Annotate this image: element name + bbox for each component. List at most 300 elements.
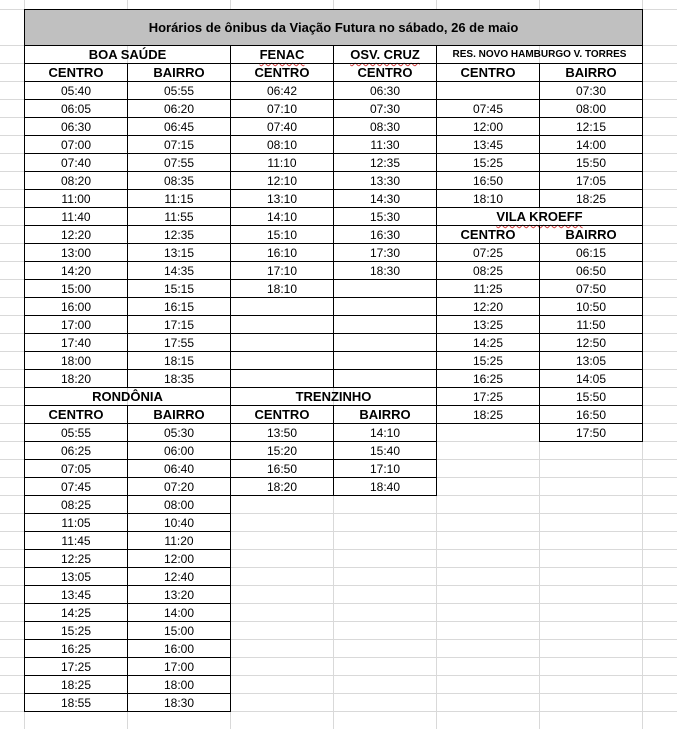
rondonia-bairro-cell[interactable] (127, 441, 231, 460)
trenzinho-bairro-cell[interactable] (333, 459, 437, 478)
fenac-centro-cell[interactable] (230, 261, 334, 280)
rondonia-centro-cell-text: 08:25 (60, 497, 92, 512)
osv-cruz-centro-cell[interactable] (333, 333, 437, 352)
rondonia-centro-cell[interactable] (24, 495, 128, 514)
rondonia-bairro-cell[interactable] (127, 531, 231, 550)
res-novo-hamburgo-bairro-cell-text: 12:15 (575, 119, 607, 134)
fenac-centro-cell-text: 17:10 (266, 263, 298, 278)
vila-kroeff-bairro-cell-text: 07:50 (575, 281, 607, 296)
boa-saude-centro-cell-text: 07:00 (60, 137, 92, 152)
boa-saude-bairro-cell[interactable] (127, 99, 231, 118)
rondonia-centro-cell[interactable] (24, 441, 128, 460)
osv-cruz-centro-cell[interactable] (333, 225, 437, 244)
vila-kroeff-bairro-cell-text: 15:50 (575, 389, 607, 404)
osv-cruz-centro-cell[interactable] (333, 135, 437, 154)
route-vila-kroeff-title-text: VILA KROEFF (496, 209, 583, 224)
rondonia-bairro-cell-text: 18:30 (163, 695, 195, 710)
osv-cruz-centro-cell[interactable] (333, 369, 437, 388)
boa-saude-bairro-cell-text: 15:15 (163, 281, 195, 296)
fenac-centro-cell-text: 18:10 (266, 281, 298, 296)
boa-saude-centro-cell[interactable] (24, 261, 128, 280)
boa-saude-centro-cell-text: 14:20 (60, 263, 92, 278)
trenzinho-bairro-cell-text: 14:10 (369, 425, 401, 440)
vila-kroeff-centro-header[interactable] (436, 225, 540, 244)
vila-kroeff-centro-cell-text: 16:25 (472, 371, 504, 386)
rondonia-centro-cell[interactable] (24, 423, 128, 442)
osv-cruz-centro-cell-text: 12:35 (369, 155, 401, 170)
trenzinho-centro-cell[interactable] (230, 441, 334, 460)
rondonia-bairro-cell[interactable] (127, 621, 231, 640)
fenac-centro-header-text: CENTRO (254, 65, 310, 80)
trenzinho-bairro-cell[interactable] (333, 441, 437, 460)
rondonia-bairro-cell-text: 12:40 (163, 569, 195, 584)
rondonia-centro-cell[interactable] (24, 585, 128, 604)
rondonia-centro-cell[interactable] (24, 567, 128, 586)
rondonia-bairro-cell[interactable] (127, 567, 231, 586)
vila-kroeff-bairro-cell-text: 06:15 (575, 245, 607, 260)
boa-saude-centro-cell-text: 06:30 (60, 119, 92, 134)
osv-cruz-centro-cell[interactable] (333, 261, 437, 280)
osv-cruz-centro-cell-text: 16:30 (369, 227, 401, 242)
res-novo-hamburgo-centro-cell-text: 13:45 (472, 137, 504, 152)
rondonia-centro-cell-text: 06:25 (60, 443, 92, 458)
boa-saude-bairro-cell[interactable] (127, 225, 231, 244)
rondonia-bairro-cell[interactable] (127, 657, 231, 676)
rondonia-centro-cell[interactable] (24, 657, 128, 676)
res-novo-hamburgo-bairro-cell[interactable] (539, 117, 643, 136)
route-rondonia-title-text: RONDÔNIA (92, 389, 163, 404)
vila-kroeff-bairro-cell-text: 06:50 (575, 263, 607, 278)
boa-saude-bairro-cell-text: 17:15 (163, 317, 195, 332)
boa-saude-bairro-cell[interactable] (127, 315, 231, 334)
boa-saude-centro-cell[interactable] (24, 135, 128, 154)
trenzinho-bairro-cell-text: 18:40 (369, 479, 401, 494)
vila-kroeff-bairro-cell-text: 14:05 (575, 371, 607, 386)
res-novo-hamburgo-bairro-cell-text: 07:30 (575, 83, 607, 98)
res-novo-hamburgo-bairro-header-text: BAIRRO (565, 65, 617, 80)
rondonia-centro-cell-text: 16:25 (60, 641, 92, 656)
boa-saude-bairro-cell[interactable] (127, 153, 231, 172)
vila-kroeff-bairro-cell[interactable] (539, 369, 643, 388)
res-novo-hamburgo-centro-cell[interactable] (436, 135, 540, 154)
res-novo-hamburgo-bairro-cell-text: 17:05 (575, 173, 607, 188)
rondonia-bairro-cell[interactable] (127, 549, 231, 568)
vila-kroeff-bairro-cell-text: 11:50 (576, 317, 606, 332)
boa-saude-bairro-cell[interactable] (127, 369, 231, 388)
vila-kroeff-bairro-cell[interactable] (539, 333, 643, 352)
boa-saude-centro-cell-text: 11:00 (61, 191, 91, 206)
boa-saude-bairro-cell-text: 06:20 (163, 101, 195, 116)
res-novo-hamburgo-centro-cell[interactable] (436, 117, 540, 136)
fenac-centro-cell[interactable] (230, 171, 334, 190)
rondonia-centro-cell-text: 05:55 (60, 425, 92, 440)
fenac-centro-cell[interactable] (230, 117, 334, 136)
boa-saude-centro-cell[interactable] (24, 153, 128, 172)
route-osv-cruz-title[interactable] (333, 45, 437, 64)
boa-saude-centro-cell[interactable] (24, 333, 128, 352)
boa-saude-bairro-cell[interactable] (127, 117, 231, 136)
osv-cruz-centro-cell-text: 08:30 (369, 119, 401, 134)
boa-saude-bairro-cell-text: 11:15 (164, 191, 194, 206)
vila-kroeff-bairro-cell[interactable] (539, 315, 643, 334)
rondonia-centro-cell-text: 18:55 (60, 695, 92, 710)
fenac-centro-cell[interactable] (230, 81, 334, 100)
boa-saude-centro-cell[interactable] (24, 369, 128, 388)
boa-saude-bairro-cell-text: 11:55 (164, 209, 194, 224)
rondonia-bairro-cell-text: 07:20 (163, 479, 195, 494)
vila-kroeff-centro-cell-text: 15:25 (472, 353, 504, 368)
boa-saude-centro-cell[interactable] (24, 279, 128, 298)
rondonia-bairro-header-text: BAIRRO (153, 407, 205, 422)
rondonia-centro-header[interactable] (24, 405, 128, 424)
trenzinho-centro-cell-text: 16:50 (266, 461, 298, 476)
trenzinho-centro-cell[interactable] (230, 477, 334, 496)
boa-saude-bairro-cell-text: 12:35 (163, 227, 195, 242)
boa-saude-bairro-header-text: BAIRRO (153, 65, 205, 80)
boa-saude-centro-cell[interactable] (24, 117, 128, 136)
boa-saude-centro-cell[interactable] (24, 297, 128, 316)
vila-kroeff-centro-cell[interactable] (436, 315, 540, 334)
boa-saude-bairro-cell[interactable] (127, 261, 231, 280)
vila-kroeff-centro-header-text: CENTRO (460, 227, 516, 242)
fenac-centro-cell[interactable] (230, 153, 334, 172)
fenac-centro-cell-text: 07:40 (266, 119, 298, 134)
boa-saude-centro-cell[interactable] (24, 225, 128, 244)
trenzinho-centro-cell-text: 15:20 (266, 443, 298, 458)
boa-saude-bairro-header[interactable] (127, 63, 231, 82)
res-novo-hamburgo-centro-cell[interactable] (436, 153, 540, 172)
res-novo-hamburgo-bairro-cell-text: 15:50 (575, 155, 607, 170)
osv-cruz-centro-cell[interactable] (333, 243, 437, 262)
rondonia-bairro-cell-text: 06:40 (163, 461, 195, 476)
rondonia-centro-cell[interactable] (24, 477, 128, 496)
fenac-centro-cell[interactable] (230, 207, 334, 226)
rondonia-bairro-cell-text: 05:30 (163, 425, 195, 440)
vila-kroeff-centro-cell-text: 07:25 (472, 245, 504, 260)
osv-cruz-centro-cell[interactable] (333, 279, 437, 298)
boa-saude-bairro-cell[interactable] (127, 189, 231, 208)
fenac-centro-cell[interactable] (230, 99, 334, 118)
fenac-centro-cell-text: 06:42 (266, 83, 298, 98)
rondonia-centro-cell[interactable] (24, 675, 128, 694)
vila-kroeff-centro-cell-text: 11:25 (473, 281, 503, 296)
boa-saude-bairro-cell-text: 18:15 (163, 353, 195, 368)
vila-kroeff-bairro-cell[interactable] (539, 243, 643, 262)
boa-saude-bairro-cell-text: 18:35 (163, 371, 195, 386)
fenac-centro-cell[interactable] (230, 297, 334, 316)
boa-saude-centro-cell-text: 17:40 (60, 335, 92, 350)
fenac-centro-cell[interactable] (230, 189, 334, 208)
rondonia-centro-cell[interactable] (24, 513, 128, 532)
vila-kroeff-centro-cell[interactable] (436, 261, 540, 280)
osv-cruz-centro-header[interactable] (333, 63, 437, 82)
rondonia-centro-cell[interactable] (24, 603, 128, 622)
osv-cruz-centro-header-text: CENTRO (357, 65, 413, 80)
fenac-centro-cell[interactable] (230, 333, 334, 352)
rondonia-centro-cell-text: 07:05 (60, 461, 92, 476)
boa-saude-centro-cell[interactable] (24, 189, 128, 208)
rondonia-bairro-cell[interactable] (127, 603, 231, 622)
boa-saude-bairro-cell-text: 05:55 (163, 83, 195, 98)
rondonia-bairro-cell-text: 16:00 (163, 641, 195, 656)
rondonia-bairro-cell[interactable] (127, 693, 231, 712)
trenzinho-centro-header-text: CENTRO (254, 407, 310, 422)
vila-kroeff-centro-cell[interactable] (436, 297, 540, 316)
res-novo-hamburgo-centro-cell[interactable] (436, 171, 540, 190)
vila-kroeff-centro-cell[interactable] (436, 405, 540, 424)
rondonia-centro-cell-text: 12:25 (60, 551, 92, 566)
vila-kroeff-bairro-cell[interactable] (539, 423, 643, 442)
vila-kroeff-bairro-header[interactable] (539, 225, 643, 244)
sheet-title[interactable] (24, 9, 643, 46)
rondonia-centro-cell-text: 15:25 (60, 623, 92, 638)
boa-saude-bairro-cell[interactable] (127, 207, 231, 226)
res-novo-hamburgo-centro-cell[interactable] (436, 189, 540, 208)
boa-saude-centro-cell[interactable] (24, 171, 128, 190)
boa-saude-centro-cell[interactable] (24, 351, 128, 370)
vila-kroeff-centro-cell[interactable] (436, 351, 540, 370)
rondonia-centro-cell-text: 13:05 (60, 569, 92, 584)
trenzinho-centro-header[interactable] (230, 405, 334, 424)
fenac-centro-cell-text: 07:10 (266, 101, 298, 116)
boa-saude-bairro-cell[interactable] (127, 135, 231, 154)
rondonia-centro-cell[interactable] (24, 549, 128, 568)
boa-saude-centro-cell[interactable] (24, 315, 128, 334)
boa-saude-centro-cell[interactable] (24, 243, 128, 262)
boa-saude-centro-cell-text: 12:20 (60, 227, 92, 242)
boa-saude-centro-header[interactable] (24, 63, 128, 82)
rondonia-bairro-cell[interactable] (127, 639, 231, 658)
rondonia-centro-cell-text: 14:25 (60, 605, 92, 620)
res-novo-hamburgo-centro-header[interactable] (436, 63, 540, 82)
osv-cruz-centro-cell-text: 18:30 (369, 263, 401, 278)
rondonia-centro-cell-text: 18:25 (60, 677, 92, 692)
rondonia-bairro-cell-text: 15:00 (163, 623, 195, 638)
boa-saude-bairro-cell-text: 17:55 (163, 335, 195, 350)
boa-saude-bairro-cell-text: 06:45 (163, 119, 195, 134)
boa-saude-bairro-cell-text: 16:15 (163, 299, 195, 314)
vila-kroeff-bairro-header-text: BAIRRO (565, 227, 617, 242)
trenzinho-bairro-header[interactable] (333, 405, 437, 424)
res-novo-hamburgo-bairro-cell[interactable] (539, 135, 643, 154)
res-novo-hamburgo-bairro-header[interactable] (539, 63, 643, 82)
osv-cruz-centro-cell[interactable] (333, 99, 437, 118)
rondonia-bairro-header[interactable] (127, 405, 231, 424)
res-novo-hamburgo-bairro-cell-text: 18:25 (575, 191, 607, 206)
osv-cruz-centro-cell-text: 06:30 (369, 83, 401, 98)
osv-cruz-centro-cell[interactable] (333, 189, 437, 208)
vila-kroeff-bairro-cell-text: 16:50 (575, 407, 607, 422)
vila-kroeff-bairro-cell[interactable] (539, 351, 643, 370)
vila-kroeff-bairro-cell-text: 10:50 (575, 299, 607, 314)
res-novo-hamburgo-centro-cell-text: 12:00 (472, 119, 504, 134)
trenzinho-bairro-cell[interactable] (333, 423, 437, 442)
rondonia-centro-cell[interactable] (24, 693, 128, 712)
rondonia-bairro-cell[interactable] (127, 495, 231, 514)
vila-kroeff-centro-cell[interactable] (436, 279, 540, 298)
osv-cruz-centro-cell[interactable] (333, 171, 437, 190)
boa-saude-bairro-cell[interactable] (127, 171, 231, 190)
osv-cruz-centro-cell-text: 13:30 (369, 173, 401, 188)
vila-kroeff-centro-cell[interactable] (436, 333, 540, 352)
res-novo-hamburgo-bairro-cell[interactable] (539, 81, 643, 100)
rondonia-centro-cell[interactable] (24, 459, 128, 478)
boa-saude-centro-cell-text: 05:40 (60, 83, 92, 98)
vila-kroeff-bairro-cell[interactable] (539, 405, 643, 424)
boa-saude-bairro-cell[interactable] (127, 351, 231, 370)
fenac-centro-cell-text: 08:10 (266, 137, 298, 152)
rondonia-centro-cell-text: 11:05 (61, 515, 91, 530)
rondonia-centro-cell[interactable] (24, 639, 128, 658)
route-osv-cruz-title-text: OSV. CRUZ (350, 47, 420, 62)
boa-saude-centro-header-text: CENTRO (48, 65, 104, 80)
boa-saude-bairro-cell-text: 07:15 (163, 137, 195, 152)
vila-kroeff-bairro-cell[interactable] (539, 279, 643, 298)
osv-cruz-centro-cell-text: 17:30 (369, 245, 401, 260)
osv-cruz-centro-cell[interactable] (333, 207, 437, 226)
sheet-title-text: Horários de ônibus da Viação Futura no sábado, 26 de maio (148, 20, 519, 35)
vila-kroeff-bairro-cell[interactable] (539, 261, 643, 280)
trenzinho-bairro-cell-text: 15:40 (369, 443, 401, 458)
fenac-centro-header[interactable] (230, 63, 334, 82)
boa-saude-centro-cell-text: 15:00 (60, 281, 92, 296)
vila-kroeff-bairro-cell[interactable] (539, 297, 643, 316)
res-novo-hamburgo-centro-cell-text: 15:25 (472, 155, 504, 170)
osv-cruz-centro-cell[interactable] (333, 81, 437, 100)
rondonia-bairro-cell-text: 11:20 (164, 533, 194, 548)
fenac-centro-cell[interactable] (230, 243, 334, 262)
rondonia-centro-cell[interactable] (24, 531, 128, 550)
rondonia-centro-header-text: CENTRO (48, 407, 104, 422)
res-novo-hamburgo-bairro-cell[interactable] (539, 189, 643, 208)
res-novo-hamburgo-bairro-cell-text: 14:00 (575, 137, 607, 152)
rondonia-bairro-cell-text: 06:00 (163, 443, 195, 458)
boa-saude-centro-cell-text: 08:20 (60, 173, 92, 188)
rondonia-bairro-cell[interactable] (127, 477, 231, 496)
boa-saude-centro-cell[interactable] (24, 99, 128, 118)
vila-kroeff-centro-cell-text: 13:25 (472, 317, 504, 332)
route-trenzinho-title[interactable] (230, 387, 437, 406)
res-novo-hamburgo-centro-cell[interactable] (436, 81, 540, 100)
res-novo-hamburgo-centro-cell-text: 07:45 (472, 101, 504, 116)
boa-saude-bairro-cell[interactable] (127, 243, 231, 262)
rondonia-bairro-cell[interactable] (127, 423, 231, 442)
boa-saude-centro-cell-text: 18:00 (60, 353, 92, 368)
rondonia-centro-cell-text: 17:25 (60, 659, 92, 674)
boa-saude-centro-cell-text: 07:40 (60, 155, 92, 170)
res-novo-hamburgo-centro-cell-text: 16:50 (472, 173, 504, 188)
res-novo-hamburgo-bairro-cell[interactable] (539, 171, 643, 190)
res-novo-hamburgo-bairro-cell[interactable] (539, 99, 643, 118)
boa-saude-bairro-cell[interactable] (127, 297, 231, 316)
rondonia-bairro-cell-text: 12:00 (163, 551, 195, 566)
rondonia-bairro-cell[interactable] (127, 459, 231, 478)
fenac-centro-cell[interactable] (230, 351, 334, 370)
vila-kroeff-bairro-cell-text: 17:50 (575, 425, 607, 440)
vila-kroeff-centro-cell-text: 12:20 (472, 299, 504, 314)
rondonia-bairro-cell[interactable] (127, 675, 231, 694)
trenzinho-bairro-cell[interactable] (333, 477, 437, 496)
boa-saude-bairro-cell-text: 07:55 (163, 155, 195, 170)
fenac-centro-cell-text: 11:10 (267, 155, 297, 170)
route-res-novo-hamburgo-title[interactable] (436, 45, 643, 64)
rondonia-centro-cell[interactable] (24, 621, 128, 640)
route-rondonia-title[interactable] (24, 387, 231, 406)
route-res-novo-hamburgo-title-text: RES. NOVO HAMBURGO V. TORRES (452, 49, 627, 60)
res-novo-hamburgo-centro-header-text: CENTRO (460, 65, 516, 80)
fenac-centro-cell-text: 14:10 (266, 209, 298, 224)
vila-kroeff-centro-cell-text: 08:25 (472, 263, 504, 278)
vila-kroeff-centro-cell[interactable] (436, 387, 540, 406)
boa-saude-bairro-cell-text: 13:15 (163, 245, 195, 260)
boa-saude-centro-cell-text: 13:00 (60, 245, 92, 260)
fenac-centro-cell[interactable] (230, 225, 334, 244)
fenac-centro-cell-text: 12:10 (266, 173, 298, 188)
boa-saude-bairro-cell[interactable] (127, 333, 231, 352)
rondonia-bairro-cell[interactable] (127, 513, 231, 532)
rondonia-centro-cell-text: 13:45 (60, 587, 92, 602)
boa-saude-centro-cell-text: 18:20 (60, 371, 92, 386)
osv-cruz-centro-cell[interactable] (333, 117, 437, 136)
rondonia-bairro-cell-text: 18:00 (163, 677, 195, 692)
res-novo-hamburgo-centro-cell[interactable] (436, 99, 540, 118)
route-trenzinho-title-text: TRENZINHO (295, 389, 372, 404)
boa-saude-centro-cell-text: 06:05 (60, 101, 92, 116)
vila-kroeff-bairro-cell[interactable] (539, 387, 643, 406)
rondonia-centro-cell-text: 11:45 (61, 533, 91, 548)
osv-cruz-centro-cell-text: 07:30 (369, 101, 401, 116)
boa-saude-bairro-cell[interactable] (127, 279, 231, 298)
boa-saude-bairro-cell-text: 14:35 (163, 263, 195, 278)
boa-saude-centro-cell-text: 17:00 (60, 317, 92, 332)
vila-kroeff-centro-cell-text: 14:25 (472, 335, 504, 350)
res-novo-hamburgo-bairro-cell-text: 08:00 (575, 101, 607, 116)
vila-kroeff-centro-cell[interactable] (436, 369, 540, 388)
trenzinho-centro-cell[interactable] (230, 423, 334, 442)
fenac-centro-cell[interactable] (230, 369, 334, 388)
osv-cruz-centro-cell[interactable] (333, 315, 437, 334)
fenac-centro-cell[interactable] (230, 135, 334, 154)
trenzinho-bairro-cell-text: 17:10 (369, 461, 401, 476)
osv-cruz-centro-cell[interactable] (333, 153, 437, 172)
res-novo-hamburgo-bairro-cell[interactable] (539, 153, 643, 172)
route-boa-saude-title[interactable] (24, 45, 231, 64)
boa-saude-bairro-cell[interactable] (127, 81, 231, 100)
rondonia-bairro-cell-text: 14:00 (163, 605, 195, 620)
osv-cruz-centro-cell[interactable] (333, 297, 437, 316)
route-boa-saude-title-text: BOA SAÚDE (88, 47, 167, 62)
rondonia-bairro-cell-text: 10:40 (163, 515, 195, 530)
route-fenac-title[interactable] (230, 45, 334, 64)
trenzinho-centro-cell-text: 18:20 (266, 479, 298, 494)
vila-kroeff-bairro-cell-text: 13:05 (575, 353, 607, 368)
boa-saude-centro-cell-text: 16:00 (60, 299, 92, 314)
vila-kroeff-centro-cell[interactable] (436, 243, 540, 262)
rondonia-bairro-cell-text: 17:00 (163, 659, 195, 674)
rondonia-bairro-cell-text: 13:20 (163, 587, 195, 602)
route-vila-kroeff-title[interactable] (436, 207, 643, 226)
boa-saude-centro-cell-text: 11:40 (61, 209, 91, 224)
rondonia-bairro-cell[interactable] (127, 585, 231, 604)
trenzinho-centro-cell[interactable] (230, 459, 334, 478)
boa-saude-centro-cell[interactable] (24, 207, 128, 226)
osv-cruz-centro-cell[interactable] (333, 351, 437, 370)
route-fenac-title-text: FENAC (259, 47, 305, 62)
fenac-centro-cell[interactable] (230, 315, 334, 334)
boa-saude-centro-cell[interactable] (24, 81, 128, 100)
osv-cruz-centro-cell-text: 14:30 (369, 191, 401, 206)
fenac-centro-cell[interactable] (230, 279, 334, 298)
